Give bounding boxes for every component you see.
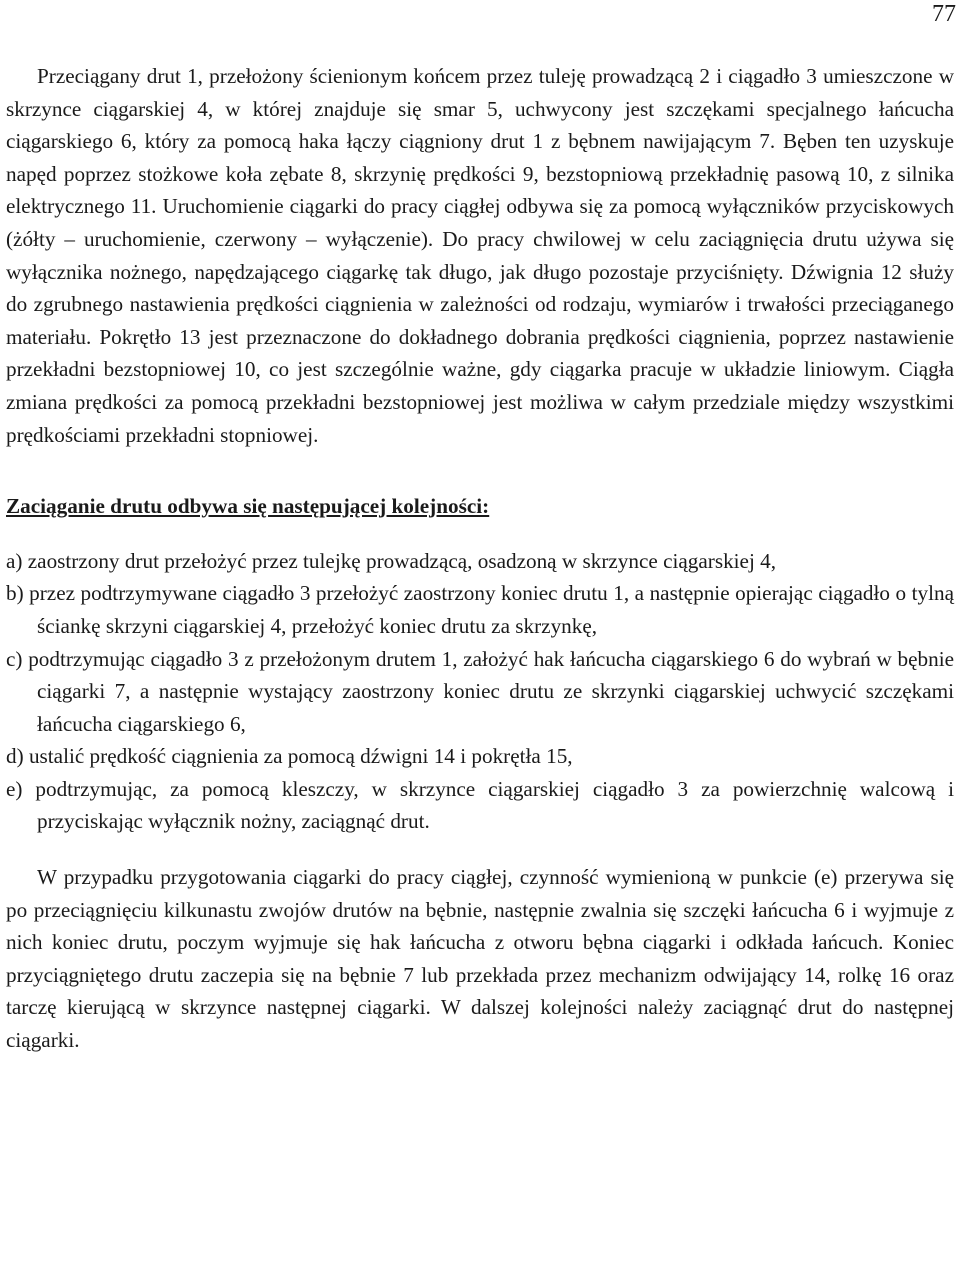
procedure-steps-list <box>6 545 954 838</box>
document-body <box>6 60 954 1057</box>
step-e: e) podtrzymując, za pomocą kleszczy, w skrzynce ciągarskiej ciągadło 3 za powierzchnię walcową i przyciskając wyłącznik nożny, zaciągnąć drut. <box>6 776 954 834</box>
step-b: b) przez podtrzymywane ciągadło 3 przełożyć zaostrzony koniec drutu 1, a następnie opierając ciągadło o tylną ściankę skrzyni ciągarskiej 4, przełożyć koniec drutu za skrzynkę, <box>6 581 954 638</box>
procedure-heading: Zaciąganie drutu odbywa się następującej kolejności: <box>6 494 490 519</box>
intro-paragraph: Przeciągany drut 1, przełożony ścienionym końcem przez tuleję prowadzącą 2 i ciągadło 3 umieszczone w skrzynce ciągarskiej 4, w której znajduje się smar 5, uchwycony jest szczękami specjalnego łańcucha ciągarskiego 6, który za pomocą haka łączy ciągniony drut 1 z bębnem nawijającym 7. Bęben ten uzyskuje napęd poprzez stożkowe koła zębate 8, skrzynię prędkości 9, bezstopniową przekładnię pasową 10, z silnika elektrycznego 11. Uruchomienie ciągarki do pracy ciągłej odbywa się za pomocą wyłączników przyciskowych (żółty – uruchomienie, czerwony – wyłączenie). Do pracy chwilowej w celu zaciągnięcia drutu używa się wyłącznika nożnego, napędzającego ciągarkę tak długo, jak długo pozostaje przyciśnięty. Dźwignia 12 służy do zgrubnego nastawienia prędkości ciągnienia w zależności od rodzaju, wymiarów i trwałości przeciąganego materiału. Pokrętło 13 jest przeznaczone do dokładnego dobrania prędkości ciągnienia, poprzez nastawienie przekładni bezstopniowej 10, co jest szczególnie ważne, gdy ciągarka pracuje w układzie liniowym. Ciągła zmiana prędkości za pomocą przekładni bezstopniowej jest możliwa w całym przedziale między wszystkimi prędkościami przekładni stopniowej. <box>6 64 954 447</box>
step-c: c) podtrzymując ciągadło 3 z przełożonym drutem 1, założyć hak łańcucha ciągarskiego 6 do wybrań w bębnie ciągarki 7, a następnie wystający zaostrzony koniec drutu ze skrzynki ciągarskiej uchwycić szczękami łańcucha ciągarskiego 6, <box>6 646 954 736</box>
step-a: a) zaostrzony drut przełożyć przez tulejkę prowadzącą, osadzoną w skrzynce ciągarskiej 4, <box>6 548 777 573</box>
page-number: 77 <box>932 1 956 27</box>
step-d: d) ustalić prędkość ciągnienia za pomocą dźwigni 14 i pokrętła 15, <box>6 744 573 769</box>
closing-paragraph: W przypadku przygotowania ciągarki do pracy ciągłej, czynność wymienioną w punkcie (e) przerywa się po przeciągnięciu kilkunastu zwojów drutów na bębnie, następnie zwalnia się szczęki łańcucha 6 i wyjmuje z nich koniec drutu, poczym wyjmuje się hak łańcucha z otworu bębna ciągarki i odkłada łańcuch. Koniec przyciągniętego drutu zaczepia się na bębnie 7 lub przekłada przez mechanizm odwijający 14, rolkę 16 oraz tarczę kierującą w skrzynce następnej ciągarki. W dalszej kolejności należy zaciągnąć drut do następnej ciągarki. <box>6 865 954 1053</box>
